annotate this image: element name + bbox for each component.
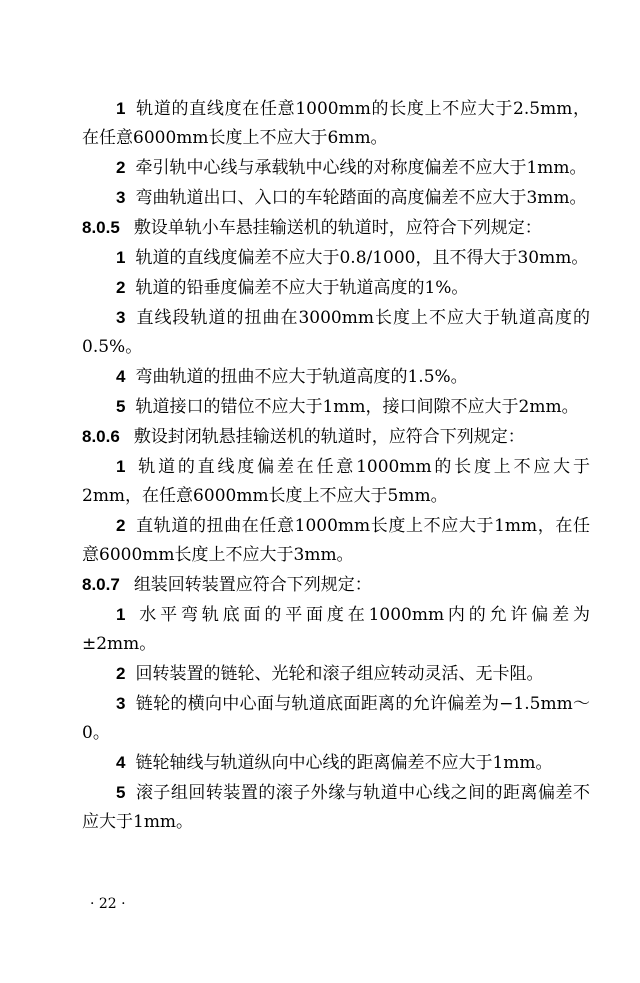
item-8-0-4-3: [82, 183, 590, 213]
item-text: 轨道的直线度偏差不应大于0.8/1000，且不得大于30mm。: [135, 248, 589, 268]
item-text: 轨道的直线度偏差在任意1000mm的长度上不应大于2mm，在任意6000mm长度上不应大于5mm。: [82, 457, 590, 506]
item-number: 4: [116, 367, 126, 386]
item-8-0-7-3: [82, 689, 590, 748]
item-text: 直轨道的扭曲在任意1000mm长度上不应大于1mm，在任意6000mm长度上不应大于3mm。: [82, 516, 590, 565]
clause-number: 8.0.5: [82, 218, 120, 237]
page-number: · 22 ·: [90, 896, 126, 912]
item-8-0-5-4: [82, 362, 590, 392]
clause-text: 敷设封闭轨悬挂输送机的轨道时，应符合下列规定：: [133, 427, 525, 447]
item-number: 2: [116, 158, 126, 177]
item-number: 2: [116, 278, 126, 297]
item-8-0-5-5: [82, 392, 590, 422]
clause-8-0-6: [82, 422, 590, 452]
item-number: 4: [116, 753, 126, 772]
clause-8-0-5: [82, 213, 590, 243]
item-number: 1: [116, 605, 126, 624]
item-text: 弯曲轨道出口、入口的车轮踏面的高度偏差不应大于3mm。: [135, 188, 587, 208]
item-8-0-4-1: [82, 94, 590, 153]
item-number: 2: [116, 516, 126, 535]
document-body: [82, 94, 590, 837]
item-number: 2: [116, 664, 126, 683]
item-8-0-5-1: [82, 243, 590, 273]
item-number: 5: [116, 397, 126, 416]
item-number: 1: [116, 457, 126, 476]
item-8-0-4-2: [82, 153, 590, 183]
item-text: 轨道的铅垂度偏差不应大于轨道高度的1%。: [135, 278, 469, 298]
item-8-0-6-1: [82, 452, 590, 511]
clause-number: 8.0.6: [82, 427, 120, 446]
item-number: 3: [116, 694, 126, 713]
item-8-0-7-4: [82, 748, 590, 778]
item-number: 3: [116, 308, 126, 327]
item-text: 链轮轴线与轨道纵向中心线的距离偏差不应大于1mm。: [135, 753, 553, 773]
item-text: 轨道的直线度在任意1000mm的长度上不应大于2.5mm，在任意6000mm长度上不应大于6mm。: [82, 99, 590, 148]
item-8-0-5-2: [82, 273, 590, 303]
item-text: 轨道接口的错位不应大于1mm，接口间隙不应大于2mm。: [135, 397, 579, 417]
item-8-0-5-3: [82, 303, 590, 362]
item-number: 1: [116, 99, 126, 118]
clause-number: 8.0.7: [82, 575, 120, 594]
item-text: 链轮的横向中心面与轨道底面距离的允许偏差为−1.5mm～0。: [82, 694, 590, 743]
item-8-0-6-2: [82, 511, 590, 570]
item-number: 3: [116, 188, 126, 207]
item-text: 牵引轨中心线与承载轨中心线的对称度偏差不应大于1mm。: [135, 158, 587, 178]
clause-text: 敷设单轨小车悬挂输送机的轨道时，应符合下列规定：: [133, 218, 542, 238]
item-text: 弯曲轨道的扭曲不应大于轨道高度的1.5%。: [135, 367, 468, 387]
item-text: 水平弯轨底面的平面度在1000mm内的允许偏差为±2mm。: [82, 605, 590, 654]
item-number: 1: [116, 248, 126, 267]
item-text: 直线段轨道的扭曲在3000mm长度上不应大于轨道高度的0.5%。: [82, 308, 590, 357]
clause-8-0-7: [82, 570, 590, 600]
clause-text: 组装回转装置应符合下列规定：: [133, 575, 372, 595]
item-8-0-7-2: [82, 659, 590, 689]
item-8-0-7-5: [82, 778, 590, 837]
item-number: 5: [116, 783, 126, 802]
item-text: 滚子组回转装置的滚子外缘与轨道中心线之间的距离偏差不应大于1mm。: [82, 783, 590, 832]
item-text: 回转装置的链轮、光轮和滚子组应转动灵活、无卡阻。: [135, 664, 544, 684]
item-8-0-7-1: [82, 600, 590, 659]
